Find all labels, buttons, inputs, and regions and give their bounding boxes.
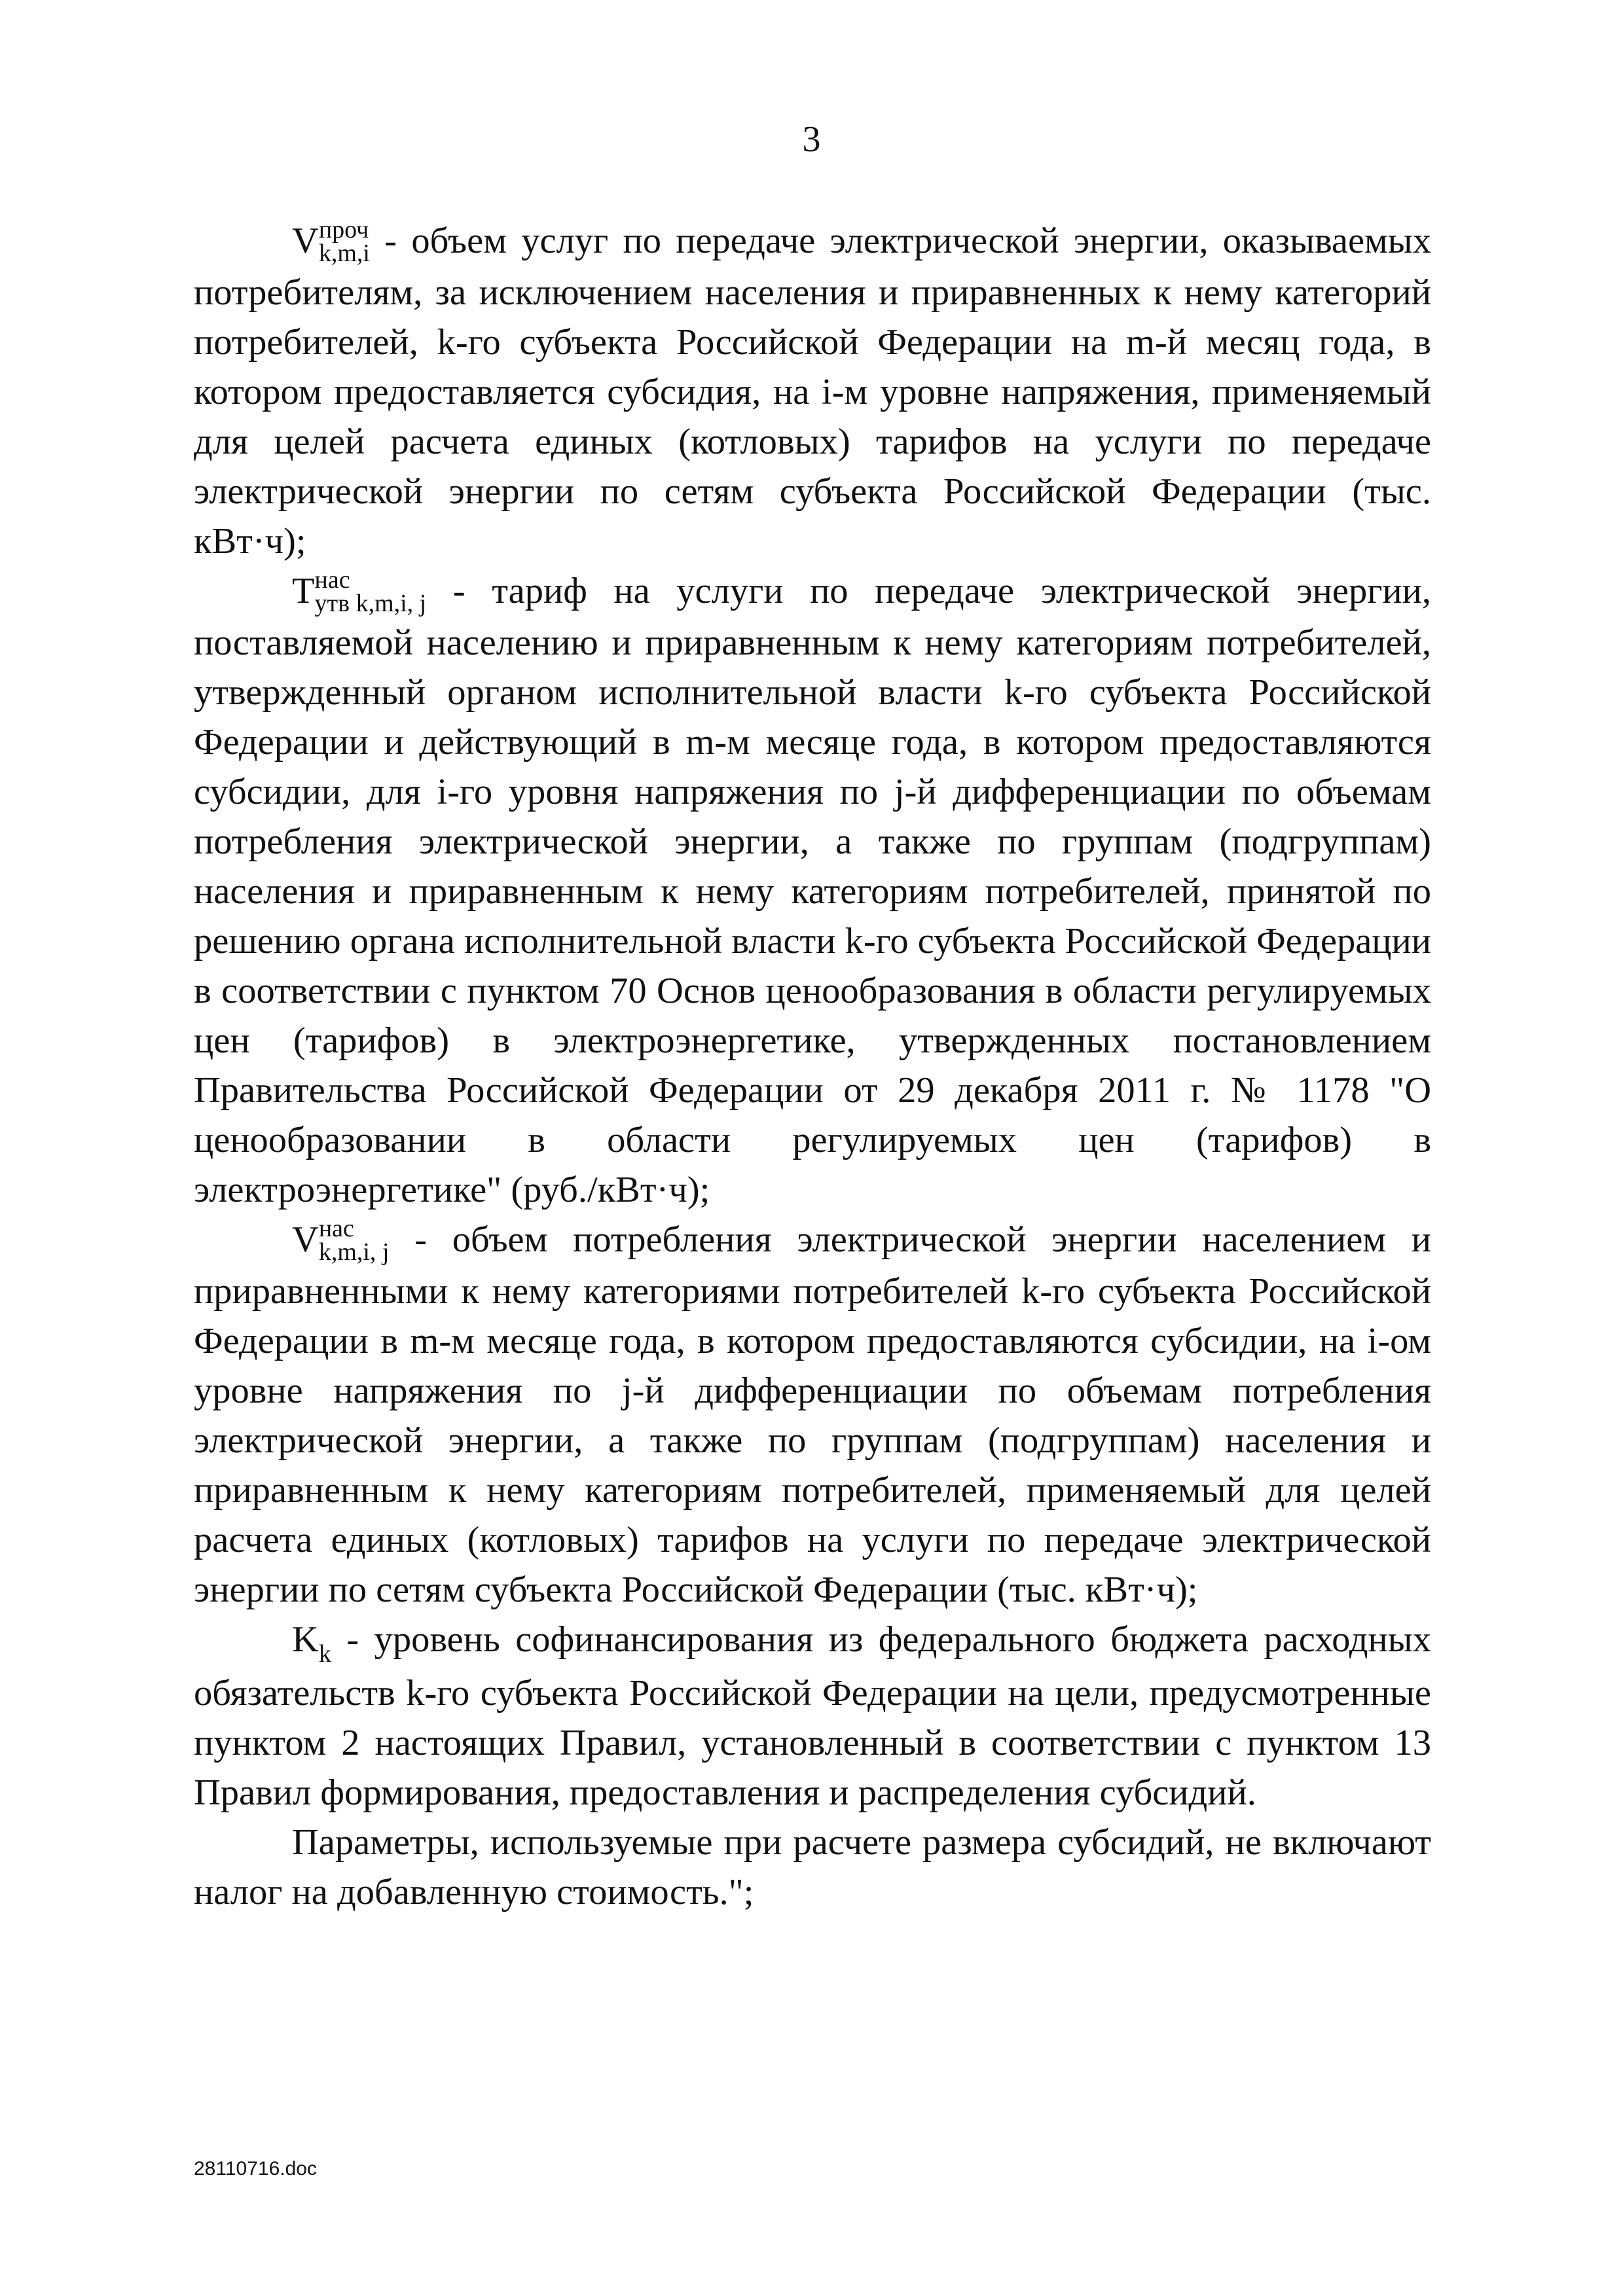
- document-code: 28110716.doc: [194, 2158, 317, 2179]
- definition-v-nas: [194, 1215, 1431, 1615]
- symbol-superscript: нас: [314, 566, 350, 594]
- symbol-v-nas: [292, 1215, 390, 1266]
- symbol-v-proch: [292, 216, 370, 268]
- symbol-base: T: [292, 571, 315, 612]
- symbol-base: K: [292, 1619, 319, 1660]
- page-number: 3: [802, 119, 821, 160]
- symbol-k: [292, 1615, 331, 1668]
- document-body: [194, 216, 1431, 1917]
- definition-text: - объем услуг по передаче электрической энергии, оказываемых потребителям, за исключением населения и приравненных к нему категорий потребителей, k-го субъекта Российской Федерации на m-й месяц года, в котором предоставляется субсидия, на i-м уровне напряжения, применяемый для целей расчета единых (котловых) тарифов на услуги по передаче электрической энергии по сетям субъекта Российской Федерации (тыс. кВт·ч);: [194, 221, 1431, 562]
- closing-paragraph: Параметры, используемые при расчете размера субсидий, не включают налог на добавленную стоимость.";: [194, 1822, 1431, 1913]
- symbol-t-nas: [292, 566, 426, 618]
- definition-text: - объем потребления электрической энергии населением и приравненными к нему категориями потребителей k-го субъекта Российской Федерации в m-м месяце года, в котором предоставляются субсидии, на i-ом уровне напряжения по j-й дифференциации по объемам потребления электрической энергии, а также по группам (подгруппам) населения и приравненным к нему категориям потребителей, применяемый для целей расчета единых (котловых) тарифов на услуги по передаче электрической энергии по сетям субъекта Российской Федерации (тыс. кВт·ч);: [194, 1219, 1431, 1611]
- definition-k: [194, 1615, 1431, 1818]
- definition-v-proch: [194, 216, 1431, 566]
- definition-text: - тариф на услуги по передаче электрической энергии, поставляемой населению и приравненным к нему категориям потребителей, утвержденный органом исполнительной власти k-го субъекта Российской Федерации и действующий в m-м месяце года, в котором предоставляются субсидии, для i-го уровня напряжения по j-й дифференциации по объемам потребления электрической энергии, а также по группам (подгруппам) населения и приравненным к нему категориям потребителей, принятой по решению органа исполнительной власти k-го субъекта Российской Федерации в соответствии с пунктом 70 Основ ценообразования в области регулируемых цен (тарифов) в электроэнергетике, утвержденных постановлением Правительства Российской Федерации от 29 декабря 2011 г. № 1178 "О ценообразовании в области регулируемых цен (тарифов) в электроэнергетике" (руб./кВт·ч);: [194, 571, 1431, 1211]
- symbol-base: V: [292, 221, 319, 261]
- definition-t-nas: [194, 566, 1431, 1215]
- definition-text: - уровень софинансирования из федерального бюджета расходных обязательств k-го субъекта Российской Федерации на цели, предусмотренные пунктом 2 настоящих Правил, установленный в соответствии с пунктом 13 Правил формирования, предоставления и распределения субсидий.: [194, 1619, 1431, 1814]
- symbol-base: V: [292, 1219, 319, 1261]
- symbol-subscript: k,m,i, j: [318, 1238, 390, 1266]
- symbol-subscript: k: [318, 1640, 331, 1668]
- symbol-subscript: k,m,i: [318, 240, 370, 268]
- symbol-superscript: нас: [318, 1215, 354, 1243]
- symbol-subscript: утв k,m,i, j: [314, 590, 427, 618]
- symbol-superscript: проч: [318, 216, 369, 244]
